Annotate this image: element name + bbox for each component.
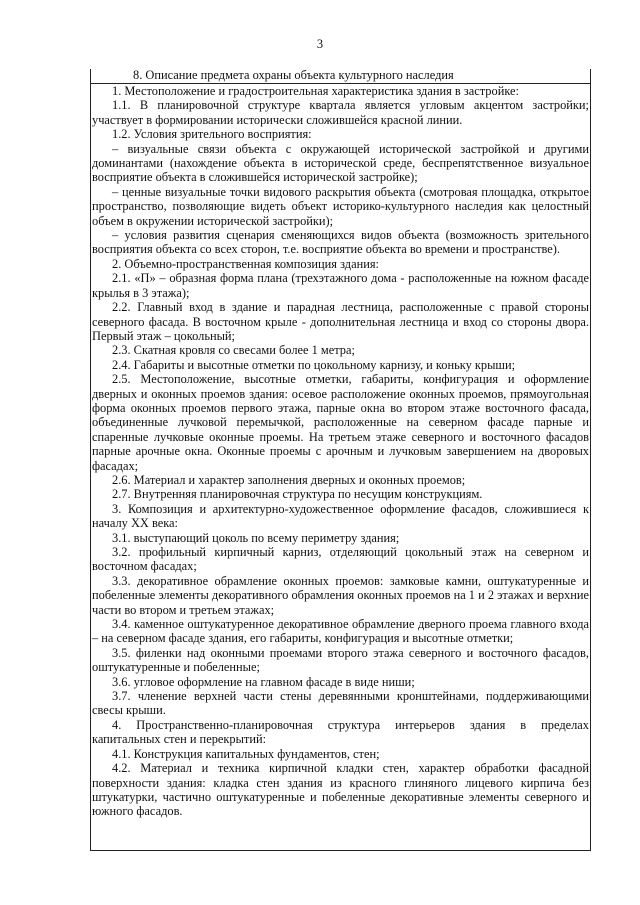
paragraph-2-2: 2.2. Главный вход в здание и парадная лестница, расположенные с правой стороны северного фасада. В восточном крыле - дополнительная лестница и вход со стороны двора. Первый этаж – цокольный; (92, 300, 589, 343)
list-item-viewpoints: – ценные визуальные точки видового раскрытия объекта (смотровая площадка, открытое пространство, позволяющие видеть объект историко-культурного наследия как целостный объем в окружении исторической застройки); (92, 184, 589, 228)
paragraph-3-2: 3.2. профильный кирпичный карниз, отделяющий цокольный этаж на северном и восточном фасадах; (92, 545, 589, 574)
paragraph-4-1: 4.1. Конструкция капитальных фундаментов, стен; (112, 746, 380, 761)
section-heading: 8. Описание предмета охраны объекта культурного наследия (133, 68, 454, 82)
paragraph-2-6: 2.6. Материал и характер заполнения дверных и оконных проемов; (112, 472, 466, 487)
paragraph-2-7: 2.7. Внутренняя планировочная структура по несущим конструкциям. (112, 487, 483, 502)
paragraph-3-4: 3.4. каменное оштукатуренное декоративное обрамление дверного проема главного входа – на северном фасаде здания, его габариты, конфигурация и высотные отметки; (92, 617, 589, 646)
paragraph-4: 4. Пространственно-планировочная структура интерьеров здания в пределах капитальных стен и перекрытий: (92, 717, 589, 747)
paragraph-2-3: 2.3. Скатная кровля со свесами более 1 метра; (112, 343, 355, 358)
paragraph-4-2: 4.2. Материал и техника кирпичной кладки стен, характер обработки фасадной поверхности здания: кладка стен здания из красного глиняного лицевого кирпича без штукатурки, частично оштукатуренные и побеленные декоративные элементы северного и южного фасадов. (92, 761, 589, 819)
paragraph-3-1: 3.1. выступающий цоколь по всему периметру здания; (112, 530, 400, 545)
paragraph-1: 1. Местоположение и градостроительная характеристика здания в застройке: (112, 84, 519, 98)
paragraph-2-5: 2.5. Местоположение, высотные отметки, габариты, конфигурация и оформление дверных и оконных проемов здания: осевое расположение оконных проемов, прямоугольная форма оконных проемов первого этажа, парные окна во втором этаже восточного фасада, объединенные лучковой перемычкой, расположенные на северном фасаде парные и спаренные лучковые оконные проемы. На третьем этаже северного и восточного фасадов парные арочные окна. Оконные проемы с арочным и лучковым завершением на дворовых фасадах; (92, 372, 589, 473)
paragraph-3-6: 3.6. угловое оформление на главном фасаде в виде ниши; (112, 674, 415, 689)
paragraph-3: 3. Композиция и архитектурно-художественное оформление фасадов, сложившиеся к началу XX века: (92, 501, 589, 531)
paragraph-3-7: 3.7. членение верхней части стены деревянными кронштейнами, поддерживающими свесы крыши. (92, 689, 589, 718)
paragraph-3-5: 3.5. филенки над оконными проемами второго этажа северного и восточного фасадов, оштукатуренные и побеленные; (92, 645, 589, 675)
list-item-view-scenario: – условия развития сценария сменяющихся видов объекта (возможность зрительного восприятия объекта со всех сторон, т.е. восприятие объекта во времени и пространстве). (92, 228, 589, 257)
document-body (92, 84, 589, 819)
page-number: 3 (316, 37, 324, 51)
list-item-visual-links: – визуальные связи объекта с окружающей исторической застройкой и другими доминантами (нахождение объекта в исторической среде, беспрепятственное визуальное восприятие объекта в сложившейся исторической застройке); (92, 141, 589, 185)
paragraph-2: 2. Объемно-пространственная композиция здания: (112, 256, 379, 271)
paragraph-2-1: 2.1. «П» – образная форма плана (трехэтажного дома - расположенные на южном фасаде крылья в 3 этажа); (92, 271, 589, 300)
paragraph-1-2: 1.2. Условия зрительного восприятия: (112, 127, 312, 142)
paragraph-3-3: 3.3. декоративное обрамление оконных проемов: замковые камни, оштукатуренные и побеленные элементы декоративного обрамления оконных проемов на 1 и 2 этажах и верхние части во втором и третьем этажах; (92, 573, 590, 617)
paragraph-2-4: 2.4. Габариты и высотные отметки по цокольному карнизу, и коньку крыши; (112, 357, 516, 372)
paragraph-1-1: 1.1. В планировочной структуре квартала является угловым акцентом застройки; участвует в формировании исторически сложившейся красной линии. (92, 98, 589, 127)
